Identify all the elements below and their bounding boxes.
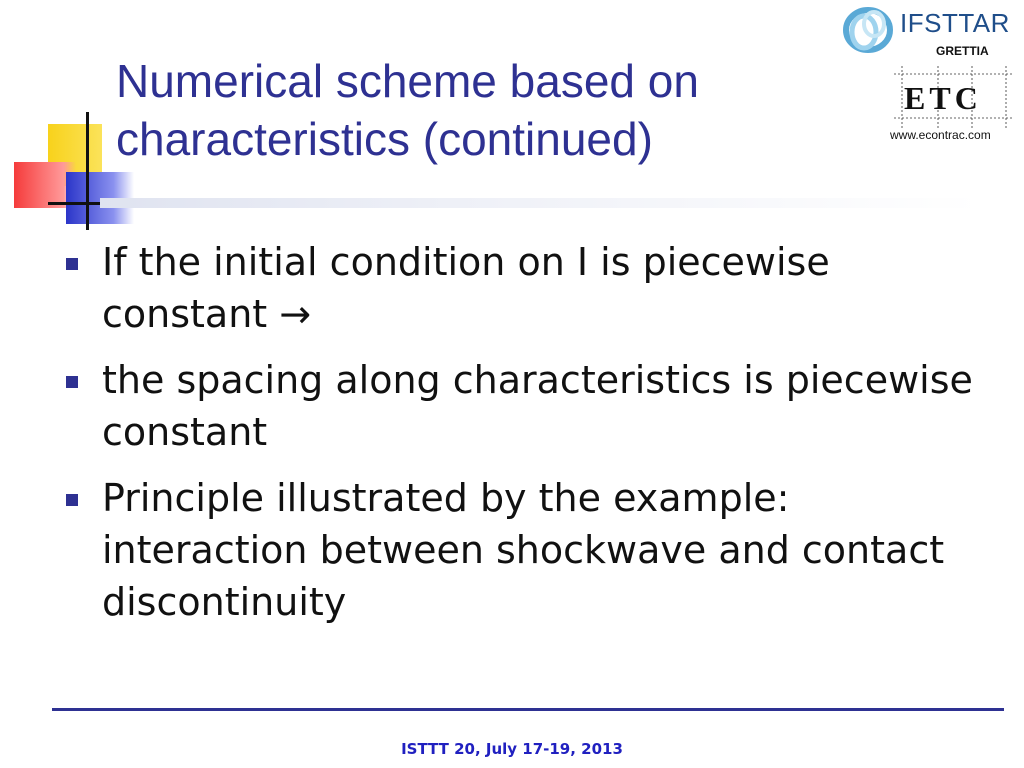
list-item — [66, 354, 996, 458]
square-bullet-icon — [66, 376, 78, 388]
decor-vertical-line — [86, 112, 89, 230]
footer-rule — [52, 708, 1004, 711]
list-item — [66, 236, 996, 340]
ifsttar-swirl-icon — [840, 2, 900, 58]
ifsttar-name: IFSTTAR — [900, 8, 1010, 38]
slide-title: Numerical scheme based on characteristics (continued) — [116, 55, 699, 165]
bullet-text: If the initial condition on I is piecewise constant → — [102, 240, 830, 336]
list-item — [66, 472, 996, 628]
slide-footer: ISTTT 20, July 17-19, 2013 — [401, 740, 623, 758]
bullet-text: Principle illustrated by the example: interaction between shockwave and contact discontinuity — [102, 476, 945, 624]
bullet-text: the spacing along characteristics is piecewise constant — [102, 358, 973, 454]
square-bullet-icon — [66, 258, 78, 270]
square-bullet-icon — [66, 494, 78, 506]
etc-letters: ETC — [904, 80, 982, 116]
ifsttar-logo — [840, 2, 1020, 58]
title-underline — [100, 198, 980, 208]
ifsttar-sub: GRETTIA — [936, 44, 989, 58]
bullet-list — [66, 236, 996, 642]
etc-url: www.econtrac.com — [890, 128, 991, 142]
etc-logo — [894, 66, 1012, 128]
